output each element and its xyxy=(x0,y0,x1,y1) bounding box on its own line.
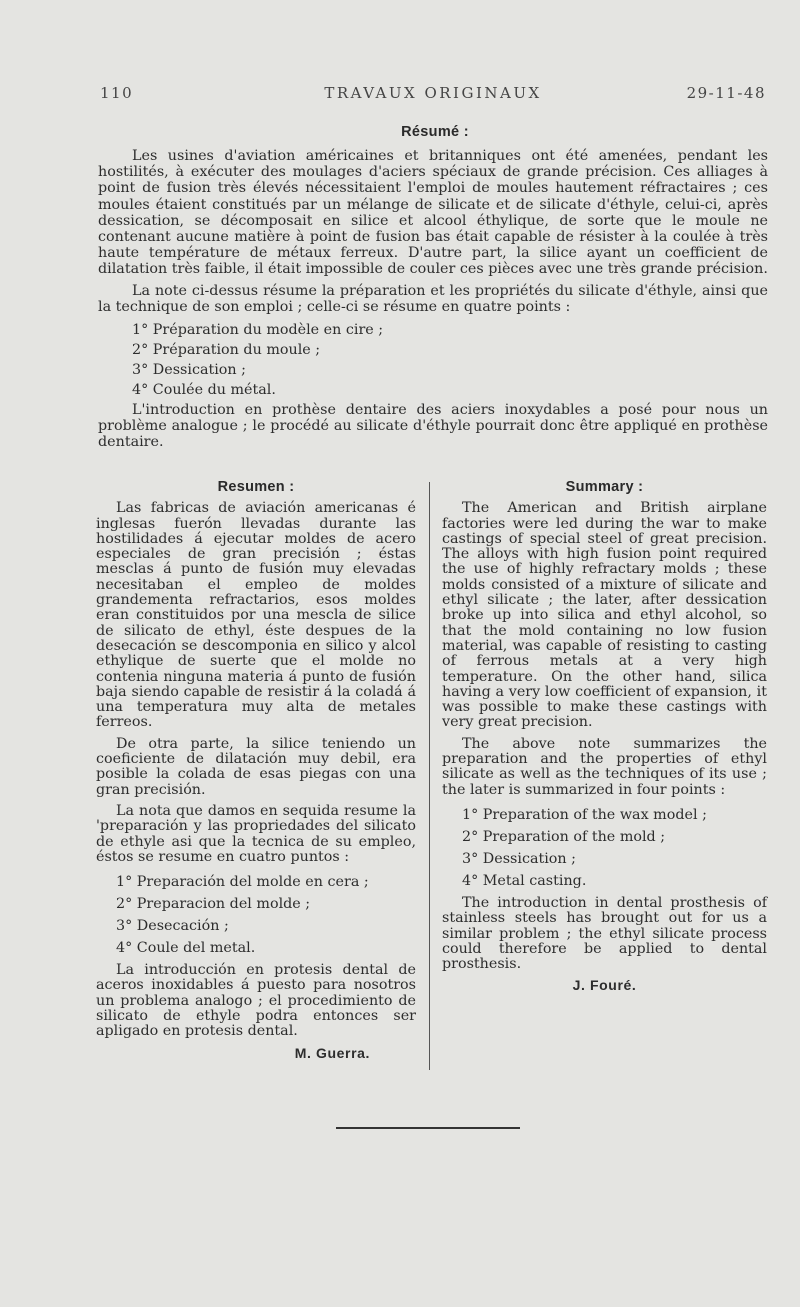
resumen-paragraph-2: De otra parte, la silice teniendo un coeficiente de dilatación muy debil, era posible la colada de esas piegas con una gran precisión. xyxy=(96,735,416,798)
resume-step: 1° Préparation du modèle en cire ; xyxy=(132,322,384,339)
resume-steps xyxy=(98,320,768,400)
resumen-paragraph-4: La introducción en protesis dental de aceros inoxidables á puesto para nosotros un problema analogo ; el procedimiento de silicato de ethyle podra entonces ser apligado en protesis dental. xyxy=(96,962,416,1040)
resume-paragraph-2: La note ci-dessus résume la préparation et les propriétés du silicate d'éthyle, ainsi que la technique de son emploi ; celle-ci se résume en quatre points : xyxy=(98,282,768,315)
resumen-steps xyxy=(96,871,416,959)
summary-paragraph-1: The American and British airplane factories were led during the war to make castings of special steel of great precision. The alloys with high fusion point required the use of highly refractary molds ; these molds consisted of a mixture of silicate and ethyl silicate ; the later, after dessication broke up into silica and ethyl alcohol, so that the mold containing no low fusion material, was capable of resisting to casting of ferrous metals at a very high temperature. On the other hand, silica having a very low coefficient of expansion, it was possible to make these castings with very great precision. xyxy=(442,500,767,731)
resumen-title: Resumen : xyxy=(217,479,295,495)
resumen-section xyxy=(96,480,416,1061)
summary-steps xyxy=(442,804,767,892)
resumen-author: M. Guerra. xyxy=(294,1044,370,1061)
summary-step: 4° Metal casting. xyxy=(462,872,587,889)
end-rule xyxy=(336,1127,520,1129)
resumen-step: 3° Desecación ; xyxy=(116,918,229,935)
resume-section xyxy=(98,148,768,456)
resumen-step: 1° Preparación del molde en cera ; xyxy=(116,874,369,891)
summary-step: 1° Preparation of the wax model ; xyxy=(462,806,707,823)
summary-title: Summary : xyxy=(565,479,644,495)
page-number: 110 xyxy=(100,84,134,102)
summary-paragraph-3: The introduction in dental prosthesis of stainless steels has brought out for us a similar problem ; the ethyl silicate process could therefore be applied to dental prosthesis. xyxy=(442,894,767,973)
resumen-paragraph-1: Las fabricas de aviación americanas é inglesas fuerón llevadas durante las hostilidades á ejecutar moldes de acero especiales de gran precisión ; éstas mesclas á punto de fusión muy elevadas necesitaban el empleo de moldes grandementa refractarios, esos moldes eran constituidos por una mescla de silice de silicato de ethyl, éste despues de la desecación se descomponia en silico y alcol ethylique de suerte que el molde no contenia ninguna materia á punto de fusión baja siendo capable de resistir á la coladá á una temperatura muy alta de metales ferreos. xyxy=(96,500,416,731)
resumen-step: 2° Preparacion del molde ; xyxy=(116,896,311,913)
summary-author: J. Fouré. xyxy=(572,977,637,994)
header-date: 29-11-48 xyxy=(686,84,766,102)
resume-step: 3° Dessication ; xyxy=(132,362,246,379)
running-title: TRAVAUX ORIGINAUX xyxy=(324,84,542,102)
summary-section xyxy=(442,480,767,994)
resume-paragraph-1: Les usines d'aviation américaines et britanniques ont été amenées, pendant les hostilités, à exécuter des moulages d'aciers spéciaux de grande précision. Ces alliages à point de fusion très élevés nécessitaient l'emploi de moules hautement réfractaires ; ces moules étaient constitués par un mélange de silicate et de silicate d'éthyle, celui-ci, après dessication, se décomposait en silice et alcool éthylique, de sorte que le moule ne contenant aucune matière à point de fusion bas était capable de résister à la coulée à très haute température de métaux ferreux. D'autre part, la silice ayant un coefficient de dilatation très faible, il était impossible de couler ces pièces avec une très grande précision. xyxy=(98,148,768,278)
summary-step: 3° Dessication ; xyxy=(462,850,576,867)
running-header xyxy=(100,84,766,104)
summary-step: 2° Preparation of the mold ; xyxy=(462,828,666,845)
column-divider xyxy=(429,482,430,1070)
resume-title: Résumé : xyxy=(401,124,469,140)
resume-paragraph-3: L'introduction en prothèse dentaire des aciers inoxydables a posé pour nous un problème analogue ; le procédé au silicate d'éthyle pourrait donc être appliqué en prothèse dentaire. xyxy=(98,402,768,451)
summary-paragraph-2: The above note summarizes the preparation and the properties of ethyl silicate as well as the techniques of its use ; the later is summarized in four points : xyxy=(442,735,767,798)
resumen-step: 4° Coule del metal. xyxy=(116,940,256,957)
resume-step: 4° Coulée du métal. xyxy=(132,382,276,399)
resume-step: 2° Préparation du moule ; xyxy=(132,342,321,359)
resumen-paragraph-3: La nota que damos en sequida resume la 'preparación y las propriedades del silicato de ethyle asi que la tecnica de su empleo, éstos se resume en cuatro puntos : xyxy=(96,802,416,865)
